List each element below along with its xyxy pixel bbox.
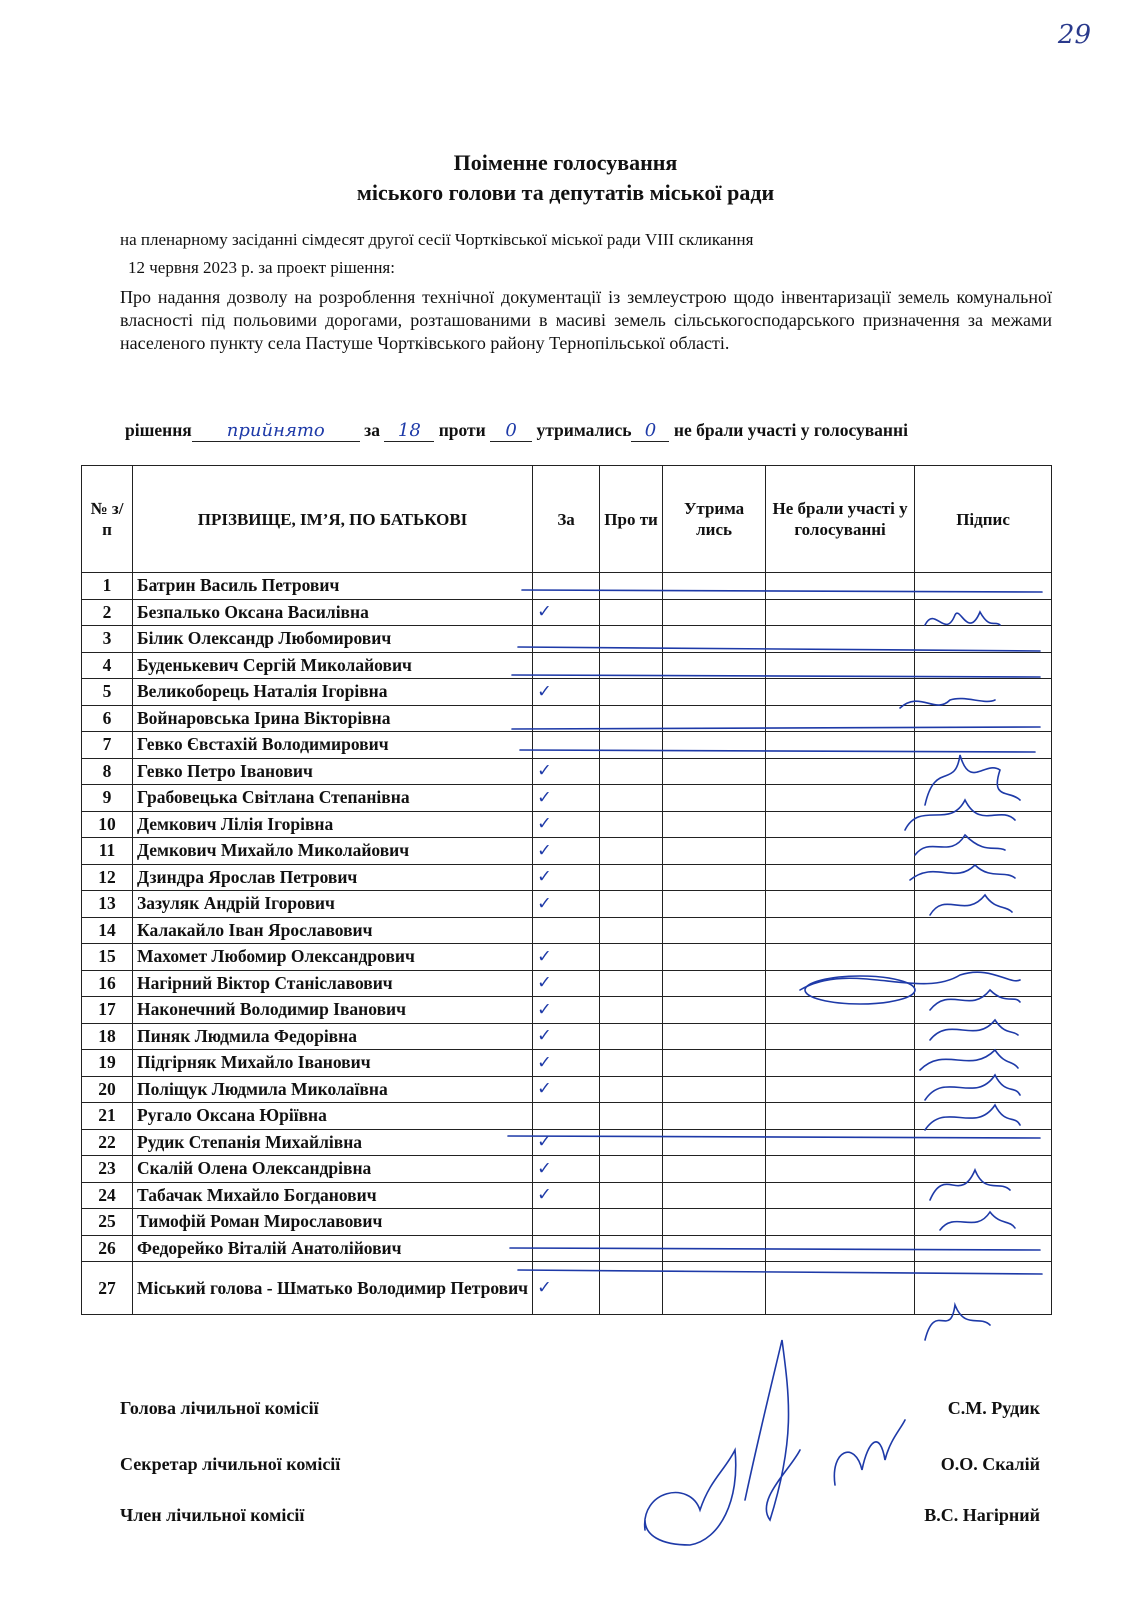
row-signature bbox=[915, 1076, 1052, 1103]
row-against-vote bbox=[600, 705, 663, 732]
session-info: на пленарному засіданні сімдесят другої сесії Чортківської міської ради VIII скликання bbox=[120, 230, 754, 249]
row-not-voted bbox=[766, 785, 915, 812]
row-name: Підгірняк Михайло Іванович bbox=[133, 1050, 533, 1077]
row-signature bbox=[915, 626, 1052, 653]
row-signature bbox=[915, 838, 1052, 865]
row-not-voted bbox=[766, 626, 915, 653]
row-num: 20 bbox=[82, 1076, 133, 1103]
row-signature bbox=[915, 1103, 1052, 1130]
decision-result: прийнято bbox=[192, 420, 360, 442]
row-against-vote bbox=[600, 811, 663, 838]
decision-label: рішення bbox=[125, 420, 192, 440]
row-abstained-vote bbox=[663, 1156, 766, 1183]
row-name: Табачак Михайло Богданович bbox=[133, 1182, 533, 1209]
row-not-voted bbox=[766, 997, 915, 1024]
row-abstained-vote bbox=[663, 838, 766, 865]
secretary-name: О.О. Скалій bbox=[940, 1454, 1040, 1474]
row-against-vote bbox=[600, 997, 663, 1024]
row-not-voted bbox=[766, 652, 915, 679]
header-not-voted: Не брали участі у голосуванні bbox=[766, 466, 915, 573]
row-name: Гевко Євстахій Володимирович bbox=[133, 732, 533, 759]
row-against-vote bbox=[600, 1103, 663, 1130]
row-not-voted bbox=[766, 1235, 915, 1262]
row-not-voted bbox=[766, 1050, 915, 1077]
row-for-vote bbox=[533, 573, 600, 600]
row-name: Білик Олександр Любомирович bbox=[133, 626, 533, 653]
row-for-vote: ✓ bbox=[533, 679, 600, 706]
row-not-voted bbox=[766, 1182, 915, 1209]
row-num: 23 bbox=[82, 1156, 133, 1183]
header-name: ПРІЗВИЩЕ, ІМ’Я, ПО БАТЬКОВІ bbox=[133, 466, 533, 573]
table-row bbox=[82, 811, 1052, 838]
row-num: 26 bbox=[82, 1235, 133, 1262]
row-for-vote: ✓ bbox=[533, 1023, 600, 1050]
row-signature bbox=[915, 732, 1052, 759]
document-subtitle: міського голови та депутатів міської ради bbox=[356, 180, 775, 205]
row-signature bbox=[915, 785, 1052, 812]
row-name: Нагірний Віктор Станіславович bbox=[133, 970, 533, 997]
row-abstained-vote bbox=[663, 997, 766, 1024]
table-row bbox=[82, 970, 1052, 997]
row-abstained-vote bbox=[663, 917, 766, 944]
row-for-vote: ✓ bbox=[533, 1050, 600, 1077]
table-row bbox=[82, 599, 1052, 626]
row-not-voted bbox=[766, 1209, 915, 1236]
row-name: Демкович Михайло Миколайович bbox=[133, 838, 533, 865]
row-name: Зазуляк Андрій Ігорович bbox=[133, 891, 533, 918]
table-row bbox=[82, 1182, 1052, 1209]
row-against-vote bbox=[600, 626, 663, 653]
row-name: Гевко Петро Іванович bbox=[133, 758, 533, 785]
row-signature bbox=[915, 944, 1052, 971]
row-name: Безпалько Оксана Василівна bbox=[133, 599, 533, 626]
table-row bbox=[82, 838, 1052, 865]
row-signature bbox=[915, 1262, 1052, 1315]
commission-secretary bbox=[120, 1454, 1040, 1475]
row-num: 21 bbox=[82, 1103, 133, 1130]
row-against-vote bbox=[600, 1182, 663, 1209]
row-abstained-vote bbox=[663, 599, 766, 626]
page-number: 29 bbox=[1057, 20, 1091, 50]
row-abstained-vote bbox=[663, 864, 766, 891]
for-label: за bbox=[364, 420, 380, 440]
row-name: Великоборець Наталія Ігорівна bbox=[133, 679, 533, 706]
row-name: Тимофій Роман Мирославович bbox=[133, 1209, 533, 1236]
table-row bbox=[82, 758, 1052, 785]
row-against-vote bbox=[600, 732, 663, 759]
row-signature bbox=[915, 758, 1052, 785]
row-for-vote: ✓ bbox=[533, 944, 600, 971]
row-against-vote bbox=[600, 1050, 663, 1077]
row-signature bbox=[915, 679, 1052, 706]
row-abstained-vote bbox=[663, 732, 766, 759]
decision-subject: Про надання дозволу на розроблення технічної документації із землеустрою щодо інвентаризації земель комунальної власності під польовими дорогами, розташованими в масиві земель сільськогосподарського призначення за межами населеного пункту села Пастуше Чортківського району Тернопільської області. bbox=[120, 287, 1052, 353]
row-name: Міський голова - Шматько Володимир Петрович bbox=[133, 1262, 533, 1315]
row-against-vote bbox=[600, 1156, 663, 1183]
row-against-vote bbox=[600, 944, 663, 971]
row-name: Скалій Олена Олександрівна bbox=[133, 1156, 533, 1183]
row-against-vote bbox=[600, 891, 663, 918]
row-abstained-vote bbox=[663, 1023, 766, 1050]
header-num: № з/п bbox=[82, 466, 133, 573]
row-name: Войнаровська Ірина Вікторівна bbox=[133, 705, 533, 732]
row-signature bbox=[915, 1050, 1052, 1077]
row-abstained-vote bbox=[663, 1129, 766, 1156]
row-for-vote: ✓ bbox=[533, 1076, 600, 1103]
table-row bbox=[82, 652, 1052, 679]
row-not-voted bbox=[766, 1103, 915, 1130]
table-row bbox=[82, 1262, 1052, 1315]
row-signature bbox=[915, 573, 1052, 600]
row-for-vote: ✓ bbox=[533, 1156, 600, 1183]
row-num: 3 bbox=[82, 626, 133, 653]
row-for-vote bbox=[533, 1235, 600, 1262]
session-date: 12 червня 2023 р. за проект рішення: bbox=[128, 258, 395, 277]
row-against-vote bbox=[600, 1209, 663, 1236]
row-against-vote bbox=[600, 573, 663, 600]
row-signature bbox=[915, 1235, 1052, 1262]
row-name: Ругало Оксана Юріївна bbox=[133, 1103, 533, 1130]
row-not-voted bbox=[766, 732, 915, 759]
row-abstained-vote bbox=[663, 1076, 766, 1103]
row-against-vote bbox=[600, 679, 663, 706]
table-row bbox=[82, 1103, 1052, 1130]
row-not-voted bbox=[766, 917, 915, 944]
row-name: Наконечний Володимир Іванович bbox=[133, 997, 533, 1024]
row-against-vote bbox=[600, 970, 663, 997]
row-signature bbox=[915, 1129, 1052, 1156]
row-for-vote bbox=[533, 705, 600, 732]
row-for-vote: ✓ bbox=[533, 785, 600, 812]
row-abstained-vote bbox=[663, 1182, 766, 1209]
row-not-voted bbox=[766, 1129, 915, 1156]
against-label: проти bbox=[438, 420, 486, 440]
table-row bbox=[82, 1050, 1052, 1077]
table-row bbox=[82, 705, 1052, 732]
row-abstained-vote bbox=[663, 891, 766, 918]
commission-chair bbox=[120, 1398, 1040, 1419]
row-signature bbox=[915, 705, 1052, 732]
table-row bbox=[82, 785, 1052, 812]
row-for-vote: ✓ bbox=[533, 997, 600, 1024]
header-against: Про ти bbox=[600, 466, 663, 573]
row-not-voted bbox=[766, 599, 915, 626]
row-not-voted bbox=[766, 1076, 915, 1103]
row-abstained-vote bbox=[663, 1103, 766, 1130]
row-for-vote bbox=[533, 917, 600, 944]
row-num: 25 bbox=[82, 1209, 133, 1236]
row-against-vote bbox=[600, 1023, 663, 1050]
row-name: Грабовецька Світлана Степанівна bbox=[133, 785, 533, 812]
table-row bbox=[82, 1076, 1052, 1103]
secretary-label: Секретар лічильної комісії bbox=[120, 1454, 341, 1474]
table-row bbox=[82, 891, 1052, 918]
row-name: Махомет Любомир Олександрович bbox=[133, 944, 533, 971]
chair-label: Голова лічильної комісії bbox=[120, 1398, 319, 1418]
row-against-vote bbox=[600, 1076, 663, 1103]
table-row bbox=[82, 679, 1052, 706]
row-not-voted bbox=[766, 705, 915, 732]
row-for-vote bbox=[533, 732, 600, 759]
row-name: Калакайло Іван Ярославович bbox=[133, 917, 533, 944]
row-for-vote: ✓ bbox=[533, 599, 600, 626]
row-for-vote: ✓ bbox=[533, 838, 600, 865]
row-num: 16 bbox=[82, 970, 133, 997]
row-for-vote: ✓ bbox=[533, 811, 600, 838]
row-against-vote bbox=[600, 864, 663, 891]
row-abstained-vote bbox=[663, 1262, 766, 1315]
voting-table bbox=[81, 465, 1052, 1315]
decision-summary bbox=[125, 420, 1055, 442]
row-num: 11 bbox=[82, 838, 133, 865]
row-name: Рудик Степанія Михайлівна bbox=[133, 1129, 533, 1156]
row-not-voted bbox=[766, 1156, 915, 1183]
table-row bbox=[82, 1156, 1052, 1183]
row-num: 18 bbox=[82, 1023, 133, 1050]
row-num: 9 bbox=[82, 785, 133, 812]
table-row bbox=[82, 944, 1052, 971]
row-name: Пиняк Людмила Федорівна bbox=[133, 1023, 533, 1050]
row-name: Дзиндра Ярослав Петрович bbox=[133, 864, 533, 891]
against-count: 0 bbox=[490, 420, 532, 442]
row-for-vote: ✓ bbox=[533, 1129, 600, 1156]
row-against-vote bbox=[600, 917, 663, 944]
row-signature bbox=[915, 1023, 1052, 1050]
row-not-voted bbox=[766, 1023, 915, 1050]
signature-secretary bbox=[834, 1420, 905, 1485]
row-abstained-vote bbox=[663, 1235, 766, 1262]
row-num: 10 bbox=[82, 811, 133, 838]
row-abstained-vote bbox=[663, 705, 766, 732]
row-for-vote: ✓ bbox=[533, 891, 600, 918]
row-num: 22 bbox=[82, 1129, 133, 1156]
row-signature bbox=[915, 864, 1052, 891]
table-row bbox=[82, 732, 1052, 759]
row-signature bbox=[915, 599, 1052, 626]
row-num: 8 bbox=[82, 758, 133, 785]
table-row bbox=[82, 1129, 1052, 1156]
row-name: Федорейко Віталій Анатолійович bbox=[133, 1235, 533, 1262]
row-signature bbox=[915, 997, 1052, 1024]
row-signature bbox=[915, 652, 1052, 679]
row-against-vote bbox=[600, 758, 663, 785]
row-num: 1 bbox=[82, 573, 133, 600]
row-not-voted bbox=[766, 573, 915, 600]
row-name: Демкович Лілія Ігорівна bbox=[133, 811, 533, 838]
row-abstained-vote bbox=[663, 573, 766, 600]
row-abstained-vote bbox=[663, 1050, 766, 1077]
row-not-voted bbox=[766, 970, 915, 997]
row-signature bbox=[915, 970, 1052, 997]
row-not-voted bbox=[766, 758, 915, 785]
row-signature bbox=[915, 1156, 1052, 1183]
row-against-vote bbox=[600, 838, 663, 865]
table-row bbox=[82, 864, 1052, 891]
row-not-voted bbox=[766, 864, 915, 891]
table-row bbox=[82, 573, 1052, 600]
row-abstained-vote bbox=[663, 811, 766, 838]
row-against-vote bbox=[600, 599, 663, 626]
member-label: Член лічильної комісії bbox=[120, 1505, 305, 1525]
for-count: 18 bbox=[384, 420, 434, 442]
table-header-row bbox=[82, 466, 1052, 573]
row-for-vote bbox=[533, 626, 600, 653]
row-not-voted bbox=[766, 891, 915, 918]
row-for-vote: ✓ bbox=[533, 1182, 600, 1209]
document-title: Поіменне голосування bbox=[453, 150, 678, 175]
row-abstained-vote bbox=[663, 652, 766, 679]
abstained-count: 0 bbox=[631, 420, 669, 442]
header-abstained: Утрима лись bbox=[663, 466, 766, 573]
row-for-vote bbox=[533, 1209, 600, 1236]
table-row bbox=[82, 997, 1052, 1024]
commission-member bbox=[120, 1505, 1040, 1526]
table-row bbox=[82, 1023, 1052, 1050]
row-name: Буденькевич Сергій Миколайович bbox=[133, 652, 533, 679]
row-against-vote bbox=[600, 652, 663, 679]
row-not-voted bbox=[766, 944, 915, 971]
row-signature bbox=[915, 1182, 1052, 1209]
row-num: 5 bbox=[82, 679, 133, 706]
row-against-vote bbox=[600, 1129, 663, 1156]
row-against-vote bbox=[600, 785, 663, 812]
row-signature bbox=[915, 891, 1052, 918]
row-not-voted bbox=[766, 811, 915, 838]
table-row bbox=[82, 917, 1052, 944]
row-num: 7 bbox=[82, 732, 133, 759]
row-num: 15 bbox=[82, 944, 133, 971]
row-name: Батрин Василь Петрович bbox=[133, 573, 533, 600]
row-for-vote: ✓ bbox=[533, 864, 600, 891]
row-num: 6 bbox=[82, 705, 133, 732]
row-against-vote bbox=[600, 1235, 663, 1262]
row-signature bbox=[915, 1209, 1052, 1236]
row-for-vote bbox=[533, 1103, 600, 1130]
row-num: 24 bbox=[82, 1182, 133, 1209]
row-num: 4 bbox=[82, 652, 133, 679]
row-abstained-vote bbox=[663, 944, 766, 971]
row-abstained-vote bbox=[663, 970, 766, 997]
signature-chair bbox=[745, 1340, 800, 1520]
row-not-voted bbox=[766, 1262, 915, 1315]
row-abstained-vote bbox=[663, 1209, 766, 1236]
row-abstained-vote bbox=[663, 758, 766, 785]
member-name: В.С. Нагірний bbox=[924, 1505, 1040, 1525]
row-against-vote bbox=[600, 1262, 663, 1315]
row-abstained-vote bbox=[663, 679, 766, 706]
table-row bbox=[82, 1235, 1052, 1262]
row-not-voted bbox=[766, 679, 915, 706]
row-num: 13 bbox=[82, 891, 133, 918]
chair-name: С.М. Рудик bbox=[947, 1398, 1040, 1418]
row-num: 2 bbox=[82, 599, 133, 626]
row-num: 12 bbox=[82, 864, 133, 891]
row-abstained-vote bbox=[663, 785, 766, 812]
row-for-vote: ✓ bbox=[533, 758, 600, 785]
row-num: 14 bbox=[82, 917, 133, 944]
row-num: 27 bbox=[82, 1262, 133, 1315]
table-row bbox=[82, 1209, 1052, 1236]
header-signature: Підпис bbox=[915, 466, 1052, 573]
row-for-vote: ✓ bbox=[533, 970, 600, 997]
row-num: 17 bbox=[82, 997, 133, 1024]
row-not-voted bbox=[766, 838, 915, 865]
row-for-vote bbox=[533, 652, 600, 679]
header-for: За bbox=[533, 466, 600, 573]
abstained-label: утримались bbox=[536, 420, 632, 440]
not-voted-label: не брали участі у голосуванні bbox=[673, 420, 908, 440]
row-name: Поліщук Людмила Миколаївна bbox=[133, 1076, 533, 1103]
row-for-vote: ✓ bbox=[533, 1262, 600, 1315]
table-row bbox=[82, 626, 1052, 653]
row-signature bbox=[915, 917, 1052, 944]
row-abstained-vote bbox=[663, 626, 766, 653]
row-num: 19 bbox=[82, 1050, 133, 1077]
row-signature bbox=[915, 811, 1052, 838]
